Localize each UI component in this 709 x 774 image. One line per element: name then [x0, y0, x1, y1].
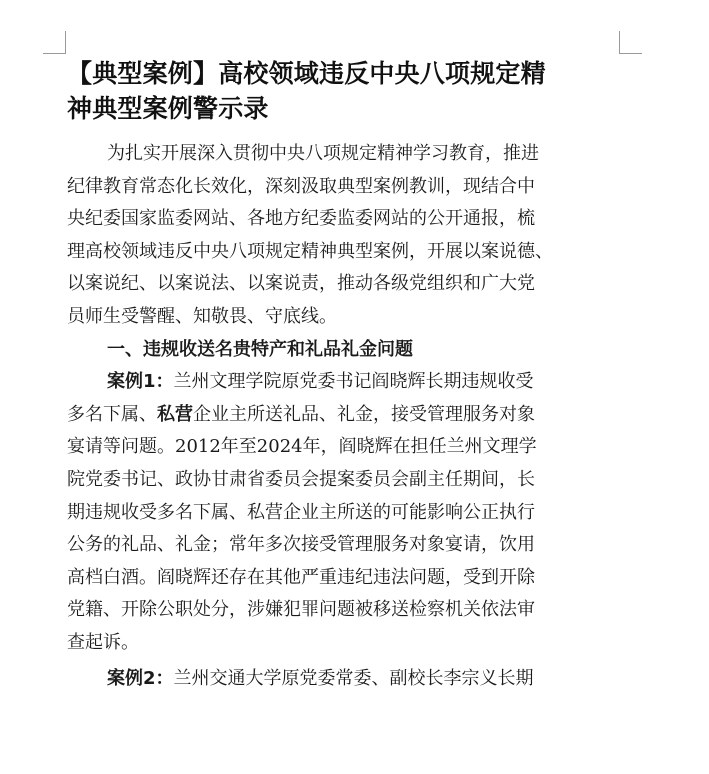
intro-line: 为扎实开展深入贯彻中央八项规定精神学习教育，推进 [107, 143, 539, 164]
title-line-2: 神典型案例警示录 [67, 94, 269, 123]
case-line: 宴请等问题。2012年至2024年，阎晓辉在担任兰州文理学 [67, 436, 537, 458]
case-line [67, 663, 637, 696]
case-text-bold: 私营 [157, 403, 193, 425]
case-line: 期违规收受多名下属、私营企业主所送的可能影响公正执行 [67, 501, 535, 523]
document-body [67, 138, 637, 695]
case-1-paragraph [67, 366, 637, 659]
intro-line: 理高校领域违反中央八项规定精神典型案例，开展以案说德、 [67, 240, 553, 262]
case-text: 多名下属、 [67, 403, 157, 425]
case-text: 兰州文理学院原党委书记阎晓辉长期违规收受 [173, 371, 534, 393]
document-title [67, 56, 637, 126]
case-2-label: 案例2： [107, 667, 174, 689]
page-corner-mark-top-right [619, 31, 642, 54]
intro-line: 员师生受警醒、知敬畏、守底线。 [67, 305, 337, 327]
case-2-paragraph [67, 663, 637, 696]
case-line: 查起诉。 [67, 631, 139, 653]
intro-line: 以案说纪、以案说法、以案说责，推动各级党组织和广大党 [67, 273, 535, 295]
case-line [67, 399, 637, 432]
case-text: 兰州交通大学原党委常委、副校长李宗义长期 [173, 667, 534, 689]
case-1-label: 案例1： [107, 371, 174, 393]
case-line: 高档白酒。阎晓辉还存在其他严重违纪违法问题，受到开除 [67, 566, 535, 588]
case-text: 企业主所送礼品、礼金，接受管理服务对象 [193, 403, 535, 425]
case-line: 公务的礼品、礼金；常年多次接受管理服务对象宴请，饮用 [67, 534, 535, 556]
section-heading: 一、违规收送名贵特产和礼品礼金问题 [107, 338, 413, 360]
page-corner-mark-top-left [43, 31, 66, 54]
title-line-1: 【典型案例】高校领域违反中央八项规定精 [67, 59, 546, 88]
case-line [67, 366, 637, 399]
intro-paragraph [67, 138, 637, 334]
intro-line: 纪律教育常态化长效化，深刻汲取典型案例教训，现结合中 [67, 175, 535, 197]
intro-line: 央纪委国家监委网站、各地方纪委监委网站的公开通报，梳 [67, 208, 535, 230]
case-line: 院党委书记、政协甘肃省委员会提案委员会副主任期间，长 [67, 468, 535, 490]
case-line: 党籍、开除公职处分，涉嫌犯罪问题被移送检察机关依法审 [67, 599, 535, 621]
